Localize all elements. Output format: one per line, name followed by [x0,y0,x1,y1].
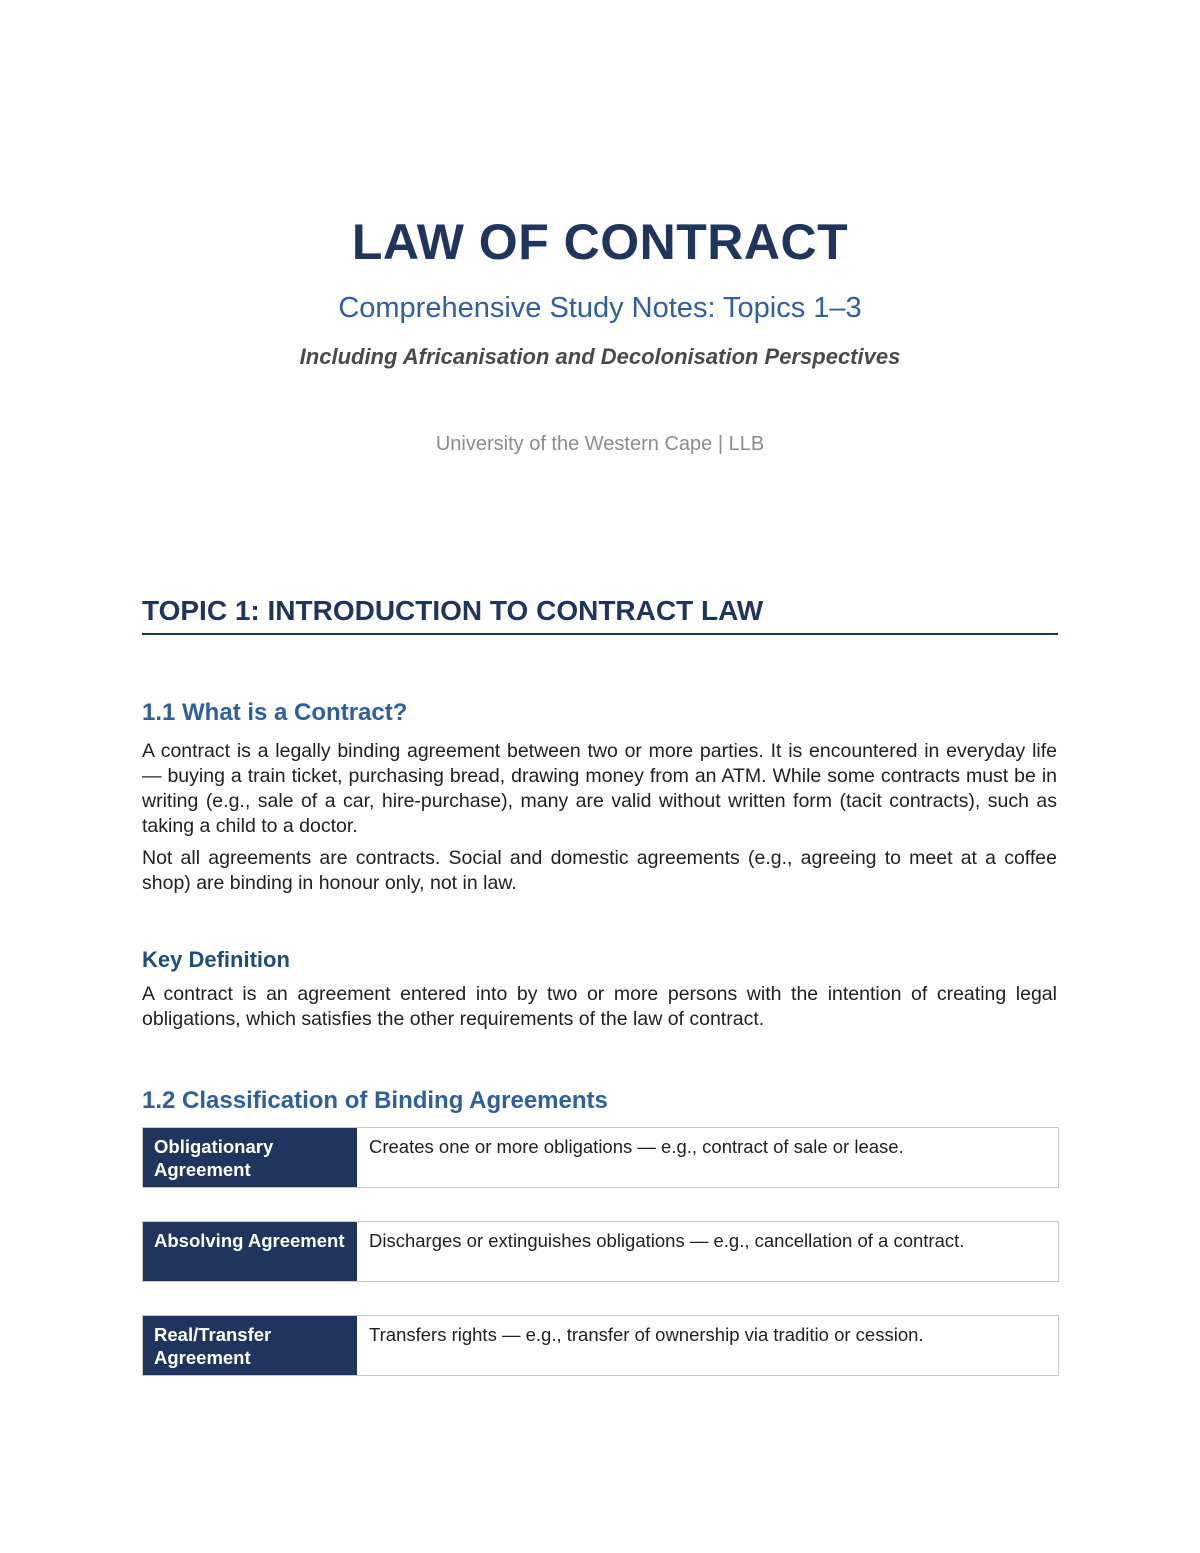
classification-term: Obligationary Agreement [143,1128,357,1187]
key-definition-text: A contract is an agreement entered into by two or more persons with the intention of creating legal obligations, which satisfies the other requirements of the law of contract. [142,983,1057,1030]
document-tagline: Including Africanisation and Decolonisation Perspectives [299,344,901,369]
document-title: LAW OF CONTRACT [351,214,849,270]
classification-description: Creates one or more obligations — e.g., contract of sale or lease. [369,1136,904,1157]
key-definition-heading: Key Definition [142,947,290,972]
classification-table-row [142,1221,1059,1282]
classification-description: Transfers rights — e.g., transfer of ownership via traditio or cession. [369,1324,924,1345]
document-affiliation: University of the Western Cape | LLB [435,433,765,455]
section-1-1-paragraph-2: Not all agreements are contracts. Social and domestic agreements (e.g., agreeing to meet at a coffee shop) are binding in honour only, not in law. [142,847,1057,894]
classification-term: Real/Transfer Agreement [143,1316,357,1375]
classification-table-row [142,1315,1059,1376]
section-1-2-heading: 1.2 Classification of Binding Agreements [142,1087,608,1114]
document-subtitle: Comprehensive Study Notes: Topics 1–3 [338,292,862,324]
classification-description: Discharges or extinguishes obligations — e.g., cancellation of a contract. [369,1230,965,1251]
topic-1-heading: TOPIC 1: INTRODUCTION TO CONTRACT LAW [142,592,1058,635]
classification-term: Absolving Agreement [143,1222,357,1281]
classification-table-row [142,1127,1059,1188]
section-1-1-paragraph-1: A contract is a legally binding agreement between two or more parties. It is encountered in everyday life — buying a train ticket, purchasing bread, drawing money from an ATM. While some contracts must be in writing (e.g., sale of a car, hire-purchase), many are valid without written form (tacit contracts), such as taking a child to a doctor. [142,740,1057,837]
section-1-1-heading: 1.1 What is a Contract? [142,699,408,726]
